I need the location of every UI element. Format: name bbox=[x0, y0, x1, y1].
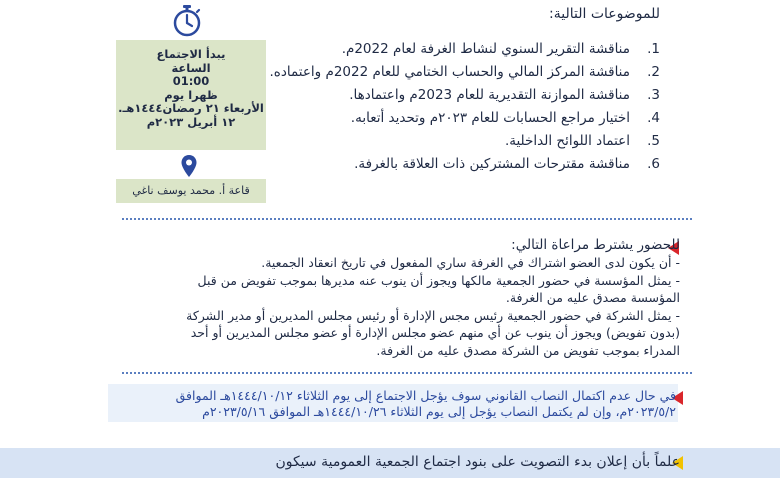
voting-notice-text: علماً بأن إعلان بدء التصويت على بنود اجتماع الجمعية العمومية سيكون bbox=[275, 454, 680, 470]
meeting-gregorian-date: ١٢ أبريل ٢٠٢٣م bbox=[146, 114, 236, 129]
agenda-text: مناقشة الموازنة التقديرية للعام 2023م واعتمادها. bbox=[349, 87, 630, 103]
agenda-number: 1. bbox=[647, 41, 660, 57]
condition-line: - يمثل الشركة في حضور الجمعية رئيس مجس الإدارة أو رئيس مجلس المديرين أو مدير الشركة bbox=[186, 307, 680, 323]
agenda-text: مناقشة المركز المالي والحساب الختامي للعام 2022م واعتماده. bbox=[269, 64, 630, 80]
venue-box: قاعة أ. محمد يوسف ناغي bbox=[116, 179, 266, 203]
condition-line: - أن يكون لدى العضو اشتراك في الغرفة ساري المفعول في تاريخ انعقاد الجمعية. bbox=[261, 255, 680, 270]
agenda-number: 4. bbox=[647, 110, 660, 126]
quorum-line: ٢٠٢٣/٥/٢م، وإن لم يكتمل النصاب يؤجل إلى يوم الثلاثاء ١٤٤٤/١٠/٢٦هـ الموافق ٢٠٢٣/٥/١٦م bbox=[202, 404, 676, 419]
agenda-item bbox=[190, 153, 660, 176]
meeting-time-label: الساعة bbox=[171, 60, 211, 75]
condition-line: (بدون تفويض) ويجوز أن ينوب عن أي منهم عضو مجلس الإدارة أو عضو مجلس المديرين أو أحد bbox=[190, 325, 680, 340]
agenda-text: اختيار مراجع الحسابات للعام ٢٠٢٣م وتحديد أتعابه. bbox=[350, 110, 630, 126]
agenda-number: 2. bbox=[647, 64, 660, 80]
divider bbox=[122, 372, 692, 374]
meeting-start-label: يبدأ الاجتماع bbox=[156, 47, 226, 61]
condition-line: المؤسسة مصدق عليه من الغرفة. bbox=[505, 290, 680, 305]
conditions-heading: للحضور يشترط مراعاة التالي: bbox=[511, 237, 680, 253]
meeting-time: 01:00 bbox=[172, 74, 210, 88]
agenda-text: اعتماد اللوائح الداخلية. bbox=[504, 133, 630, 149]
condition-line: المدراء بموجب تفويض من الشركة مصدق عليه من الغرفة. bbox=[376, 342, 680, 358]
agenda-text: مناقشة مقترحات المشتركين ذات العلاقة بالغرفة. bbox=[354, 156, 630, 172]
quorum-line: في حال عدم اكتمال النصاب القانوني سوف يؤجل الاجتماع إلى يوم الثلاثاء ١٤٤٤/١٠/١٢هـ الموافق bbox=[175, 388, 676, 403]
divider bbox=[122, 218, 692, 220]
meeting-period: ظهرا يوم bbox=[164, 87, 218, 102]
condition-line: - يمثل المؤسسة في حضور الجمعية مالكها ويجوز أن ينوب عنه مديرها بموجب تفويض من قبل bbox=[197, 272, 680, 288]
stopwatch-icon bbox=[170, 4, 204, 38]
agenda-number: 6. bbox=[647, 156, 660, 172]
quorum-text bbox=[110, 388, 676, 420]
location-pin-icon bbox=[180, 154, 198, 178]
agenda-number: 3. bbox=[647, 87, 660, 103]
topics-heading: للموضوعات التالية: bbox=[549, 6, 660, 22]
conditions-text bbox=[80, 254, 680, 359]
agenda-text: مناقشة التقرير السنوي لنشاط الغرفة لعام 2022م. bbox=[341, 41, 630, 57]
meeting-hijri-date: الأربعاء ٢١ رمضان١٤٤٤هـ. bbox=[118, 101, 264, 115]
agenda-number: 5. bbox=[647, 133, 660, 149]
meeting-info-box bbox=[116, 40, 266, 150]
